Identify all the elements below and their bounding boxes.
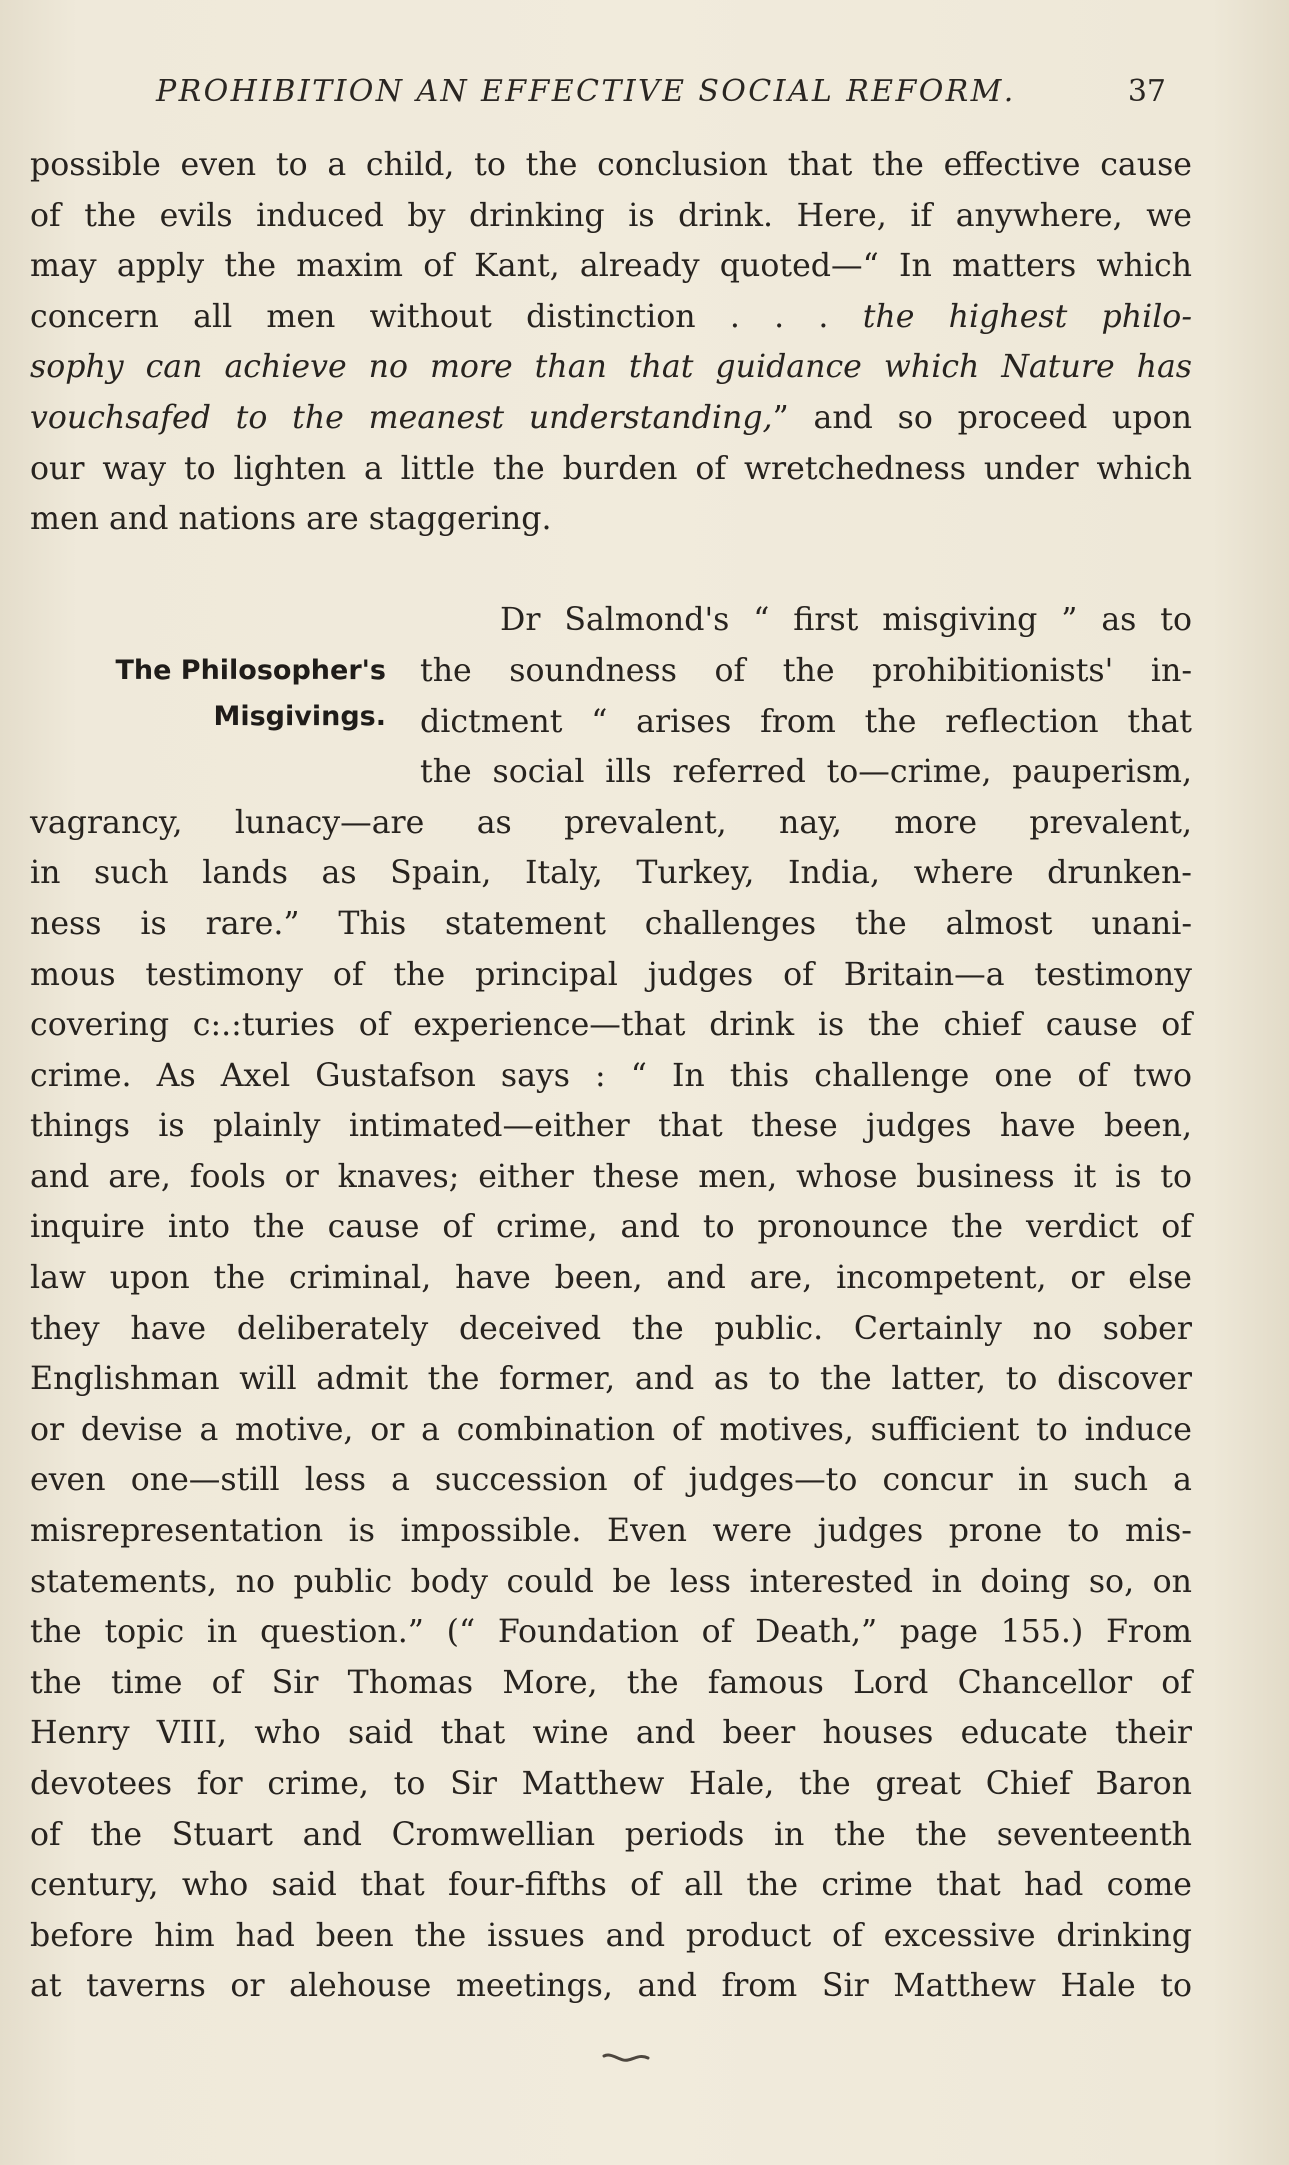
text-line: Dr Salmond's “ first misgiving ” as to	[500, 602, 1192, 639]
text-line: Henry VIII, who said that wine and beer houses educate their	[30, 1715, 1192, 1752]
text-line: of the Stuart and Cromwellian periods in the the seventeenth	[30, 1816, 1192, 1853]
ink-mark-decoration	[602, 2050, 652, 2066]
text-line: they have deliberately deceived the public. Certainly no sober	[30, 1310, 1192, 1347]
text-line: even one—still less a succession of judges—to concur in such a	[30, 1462, 1192, 1499]
text-line: devotees for crime, to Sir Matthew Hale, the great Chief Baron	[30, 1766, 1192, 1802]
sidenote-line-1: The Philosopher's	[115, 655, 386, 686]
text-line: in such lands as Spain, Italy, Turkey, India, where drunken-	[30, 855, 1192, 892]
text-line: misrepresentation is impossible. Even were judges prone to mis-	[30, 1513, 1192, 1550]
text-line-mixed	[30, 292, 1192, 343]
text-line: the social ills referred to—crime, pauperism,	[420, 754, 1192, 791]
text-line: crime. As Axel Gustafson says : “ In this challenge one of two	[30, 1057, 1192, 1094]
text-line: century, who said that four-fifths of all the crime that had come	[30, 1867, 1192, 1904]
text-line: inquire into the cause of crime, and to pronounce the verdict of	[30, 1209, 1192, 1246]
text-run: ” and so proceed upon	[772, 399, 1192, 436]
text-line: the topic in question.” (“ Foundation of Death,” page 155.) From	[30, 1614, 1192, 1651]
paragraph-gap	[30, 545, 1192, 596]
text-line: and are, fools or knaves; either these men, whose business it is to	[30, 1158, 1192, 1195]
paragraph-1	[30, 140, 1192, 545]
text-line: dictment “ arises from the reflection that	[420, 703, 1192, 740]
text-line: men and nations are staggering.	[30, 501, 552, 538]
text-line: statements, no public body could be less interested in doing so, on	[30, 1563, 1192, 1600]
text-line: or devise a motive, or a combination of motives, sufficient to induce	[30, 1411, 1192, 1448]
italic-run: the highest philo-	[862, 298, 1193, 335]
text-run: concern all men without distinction . . .	[30, 298, 829, 335]
text-line-italic	[30, 342, 1192, 393]
text-line: things is plainly intimated—either that these judges have been,	[30, 1108, 1192, 1145]
running-head	[150, 74, 1166, 124]
text-line: the soundness of the prohibitionists' in-	[420, 652, 1192, 689]
paragraph-2	[30, 595, 1192, 2012]
text-line: law upon the criminal, have been, and are, incompetent, or else	[30, 1260, 1192, 1297]
body-text	[30, 140, 1192, 2012]
text-line: covering c:.:turies of experience—that drink is the chief cause of	[30, 1007, 1192, 1044]
page-number: 37	[1127, 74, 1166, 109]
text-line: of the evils induced by drinking is drink. Here, if anywhere, we	[30, 197, 1192, 234]
text-line: Englishman will admit the former, and as to the latter, to discover	[30, 1361, 1192, 1398]
text-line: ness is rare.” This statement challenges the almost unani-	[30, 905, 1192, 942]
text-line: before him had been the issues and product of excessive drinking	[30, 1917, 1192, 1954]
text-line: mous testimony of the principal judges of Britain—a testimony	[30, 956, 1192, 993]
running-title: PROHIBITION AN EFFECTIVE SOCIAL REFORM.	[156, 74, 1016, 109]
text-line-mixed	[30, 393, 1192, 444]
text-line: vagrancy, lunacy—are as prevalent, nay, more prevalent,	[30, 804, 1192, 841]
italic-run: sophy can achieve no more than that guidance which Nature has	[30, 349, 1192, 386]
text-line: possible even to a child, to the conclusion that the effective cause	[30, 147, 1192, 183]
text-line: the time of Sir Thomas More, the famous Lord Chancellor of	[30, 1664, 1192, 1701]
text-line: our way to lighten a little the burden of wretchedness under which	[30, 450, 1192, 487]
italic-run: vouchsafed to the meanest understanding,	[30, 399, 773, 436]
text-line: at taverns or alehouse meetings, and from Sir Matthew Hale to	[30, 1968, 1192, 2005]
text-line: may apply the maxim of Kant, already quoted—“ In matters which	[30, 248, 1192, 285]
sidenote-line-2: Misgivings.	[213, 701, 386, 732]
